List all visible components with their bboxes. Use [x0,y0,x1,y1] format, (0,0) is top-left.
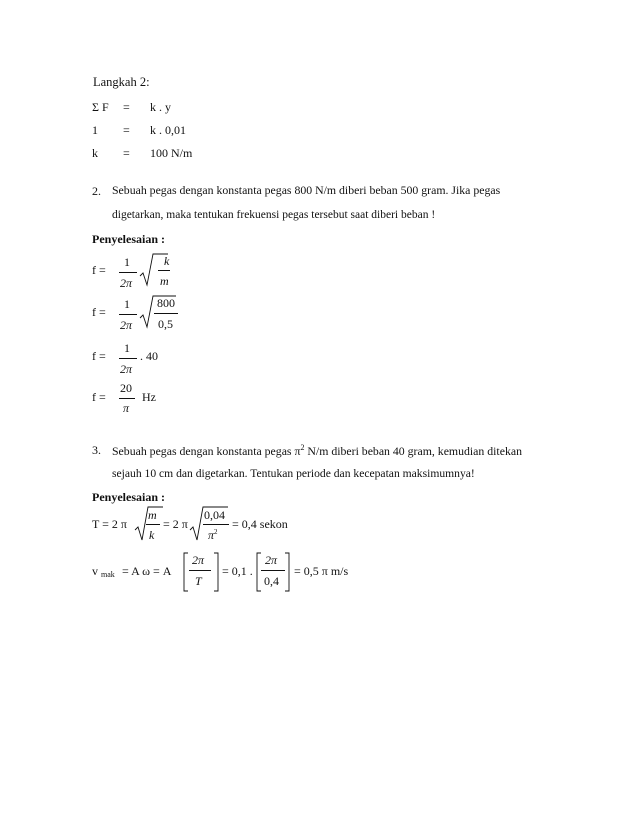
eq1-numerator: 1 [124,255,130,269]
problem3-text-line2: sejauh 10 cm dan digetarkan. Tentukan periode dan kecepatan maksimumnya! [112,467,475,480]
problem3-text-line1 [112,444,522,458]
period-mid: = 2 π [163,517,188,531]
period-root2-bar [203,524,229,525]
problem3-line1-b: N/m diberi beban 40 gram, kemudian ditekan [304,443,522,458]
problem2-text-line1: Sebuah pegas dengan konstanta pegas 800 N/m diberi beban 500 gram. Jika pegas [112,183,501,197]
velocity-v [92,565,115,577]
velocity-v-symbol: v [92,564,98,578]
velocity-b2-denominator: 0,4 [264,574,279,588]
eq3-tail: . 40 [140,349,158,363]
period-root2-numerator: 0,04 [204,508,225,522]
eq3-numerator: 1 [124,341,130,355]
velocity-b1-bar [189,570,211,571]
eq2-root-denominator: 0,5 [158,317,173,331]
eq4-denominator: π [123,401,130,415]
step2-row2-right: k . 0,01 [150,123,186,137]
eq4-unit: Hz [142,390,156,404]
velocity-eqA: = A ω = A [122,564,172,578]
problem2-number: 2. [92,184,101,198]
problem3-line1-a: Sebuah pegas dengan konstanta pegas [112,443,295,458]
eq2-numerator: 1 [124,297,130,311]
problem3-number: 3. [92,443,101,457]
velocity-b1-denominator: T [195,574,202,588]
period-root2-denominator-sup: 2 [214,528,218,536]
eq1-root-denominator: m [160,274,169,288]
step2-row1-left: Σ F [92,100,109,114]
period-root1-denominator: k [149,528,155,542]
problem2-text-line2: digetarkan, maka tentukan frekuensi pegas tersebut saat diberi beban ! [112,209,436,221]
eq1-lhs: f = [92,263,106,277]
velocity-result: = 0,5 π m/s [294,564,349,578]
period-root1-bar [146,524,160,525]
velocity-subscript: mak [101,570,115,579]
problem3-line1-sup: 2 [300,443,305,452]
period-result: = 0,4 sekon [232,517,288,531]
step2-row2-eq: = [123,123,130,137]
eq3-denominator: 2π [120,362,133,376]
eq2-denominator: 2π [120,318,133,332]
step2-row3-left: k [92,146,98,160]
step2-row3-right: 100 N/m [150,146,193,160]
velocity-b2-bar [261,570,285,571]
eq2-root-bar [154,313,178,314]
step2-heading: Langkah 2: [93,75,150,89]
period-root2-denominator [208,529,218,541]
period-root2-denominator-base: π [208,528,215,542]
eq1-fraction-bar [119,272,137,273]
eq3-fraction-bar [119,358,137,359]
period-lhs: T = 2 π [92,517,127,531]
problem3-solution-label: Penyelesaian : [92,490,165,504]
eq1-denominator: 2π [120,276,133,290]
problem2-solution-label: Penyelesaian : [92,232,165,246]
eq2-fraction-bar [119,314,137,315]
eq4-fraction-bar [119,398,135,399]
eq1-root-bar [158,270,170,271]
step2-row3-eq: = [123,146,130,160]
velocity-b2-numerator: 2π [265,553,278,567]
eq4-numerator: 20 [120,381,132,395]
period-root1-numerator: m [148,508,157,522]
eq2-root-numerator: 800 [157,296,175,310]
problem3-line1-pi: π [294,443,301,458]
step2-row1-eq: = [123,100,130,114]
velocity-b1-numerator: 2π [192,553,205,567]
step2-row2-left: 1 [92,123,98,137]
velocity-eqB: = 0,1 . [222,564,253,578]
eq3-lhs: f = [92,349,106,363]
eq4-lhs: f = [92,390,106,404]
eq2-lhs: f = [92,305,106,319]
step2-row1-right: k . y [150,100,171,114]
eq1-root-numerator: k [164,254,170,268]
